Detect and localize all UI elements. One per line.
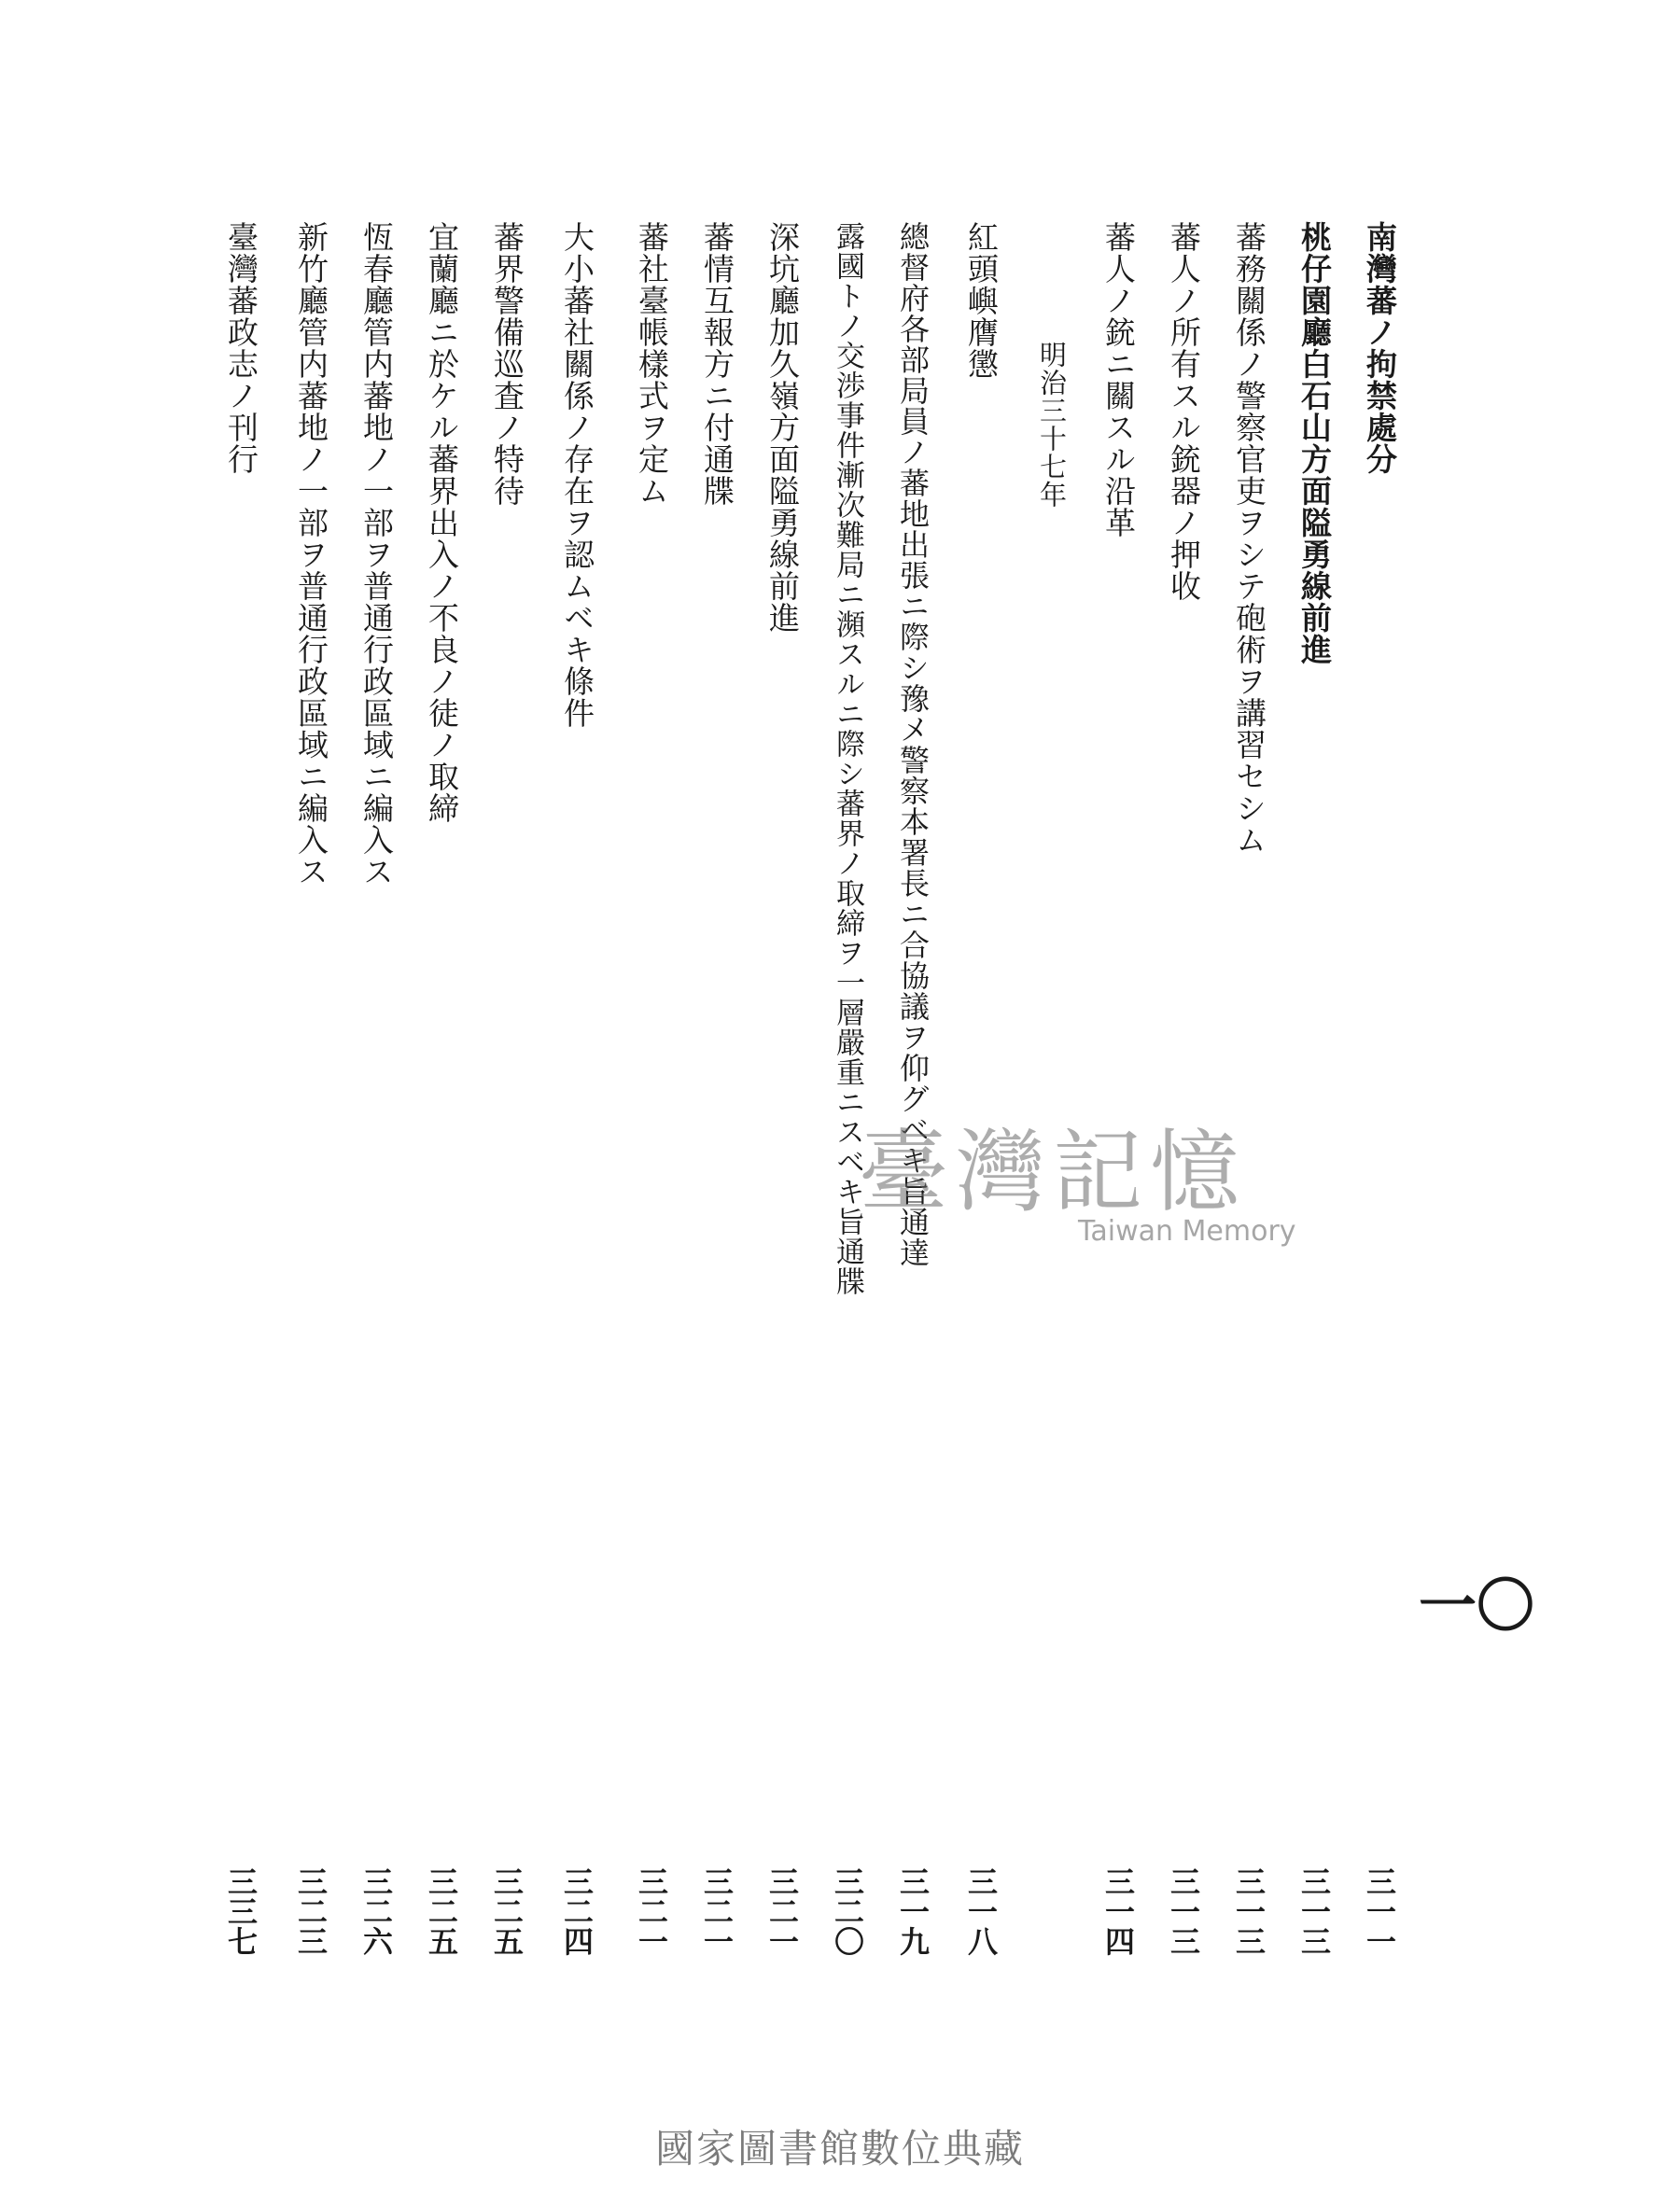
library-footer: 國家圖書館數位典藏	[654, 2126, 1025, 2172]
toc-entry-title: 大小蕃社關係ノ存在ヲ認ムベキ條件	[559, 221, 595, 729]
toc-page-number: 三二一	[764, 1866, 800, 1956]
year-heading: 明治三十七年	[1036, 341, 1068, 509]
toc-entry-title: 蕃務關係ノ警察官吏ヲシテ砲術ヲ講習セシム	[1231, 221, 1267, 856]
toc-entry-title: 蕃界警備巡査ノ特待	[489, 221, 525, 507]
toc-entry-title: 深坑廳加久嶺方面隘勇線前進	[764, 221, 801, 634]
toc-page-number: 三三七	[223, 1866, 259, 1956]
toc-page-number: 三一三	[1231, 1866, 1267, 1956]
toc-entry-title: 露國トノ交渉事件漸次難局ニ瀕スルニ際シ蕃界ノ取締ヲ一層嚴重ニスベキ旨通牒	[831, 221, 864, 1296]
toc-page-number: 三二五	[424, 1866, 459, 1956]
toc-entry-title: 南灣蕃ノ拘禁處分	[1362, 221, 1398, 475]
toc-entry-title: 紅頭嶼膺懲	[963, 221, 1000, 380]
toc-page-number: 三一一	[1362, 1866, 1397, 1956]
toc-entry-title: 蕃人ノ銃ニ關スル沿革	[1100, 221, 1137, 538]
toc-entry-title: 蕃社臺帳樣式ヲ定ム	[634, 221, 670, 507]
toc-page-number: 三一三	[1296, 1866, 1332, 1956]
toc-page-number: 三一八	[963, 1866, 999, 1956]
toc-page-number: 三二一	[699, 1866, 735, 1956]
toc-entry-title: 蕃情互報方ニ付通牒	[699, 221, 735, 507]
toc-entry-title: 桃仔園廳白石山方面隘勇線前進	[1296, 221, 1333, 665]
toc-page-number: 三二一	[634, 1866, 669, 1956]
folio-number: 一〇	[1419, 1571, 1535, 1640]
toc-page-number: 三一九	[895, 1866, 931, 1956]
watermark-cjk-text: 臺灣記憶	[859, 1120, 1247, 1224]
toc-page-number: 三二五	[489, 1866, 525, 1956]
toc-entry-title: 蕃人ノ所有スル銃器ノ押收	[1166, 221, 1202, 602]
watermark-en-text: Taiwan Memory	[1078, 1215, 1296, 1248]
toc-entry-title: 新竹廳管内蕃地ノ一部ヲ普通行政區域ニ編入ス	[293, 221, 329, 887]
toc-entry-title: 總督府各部局員ノ蕃地出張ニ際シ豫メ警察本署長ニ合協議ヲ仰グベキ旨通達	[895, 221, 931, 1268]
toc-entry-title: 恆春廳管内蕃地ノ一部ヲ普通行政區域ニ編入ス	[358, 221, 395, 887]
taiwan-memory-watermark	[859, 1101, 1325, 1260]
toc-entry-title: 臺灣蕃政志ノ刊行	[223, 221, 259, 475]
toc-page-number: 三二〇	[830, 1866, 865, 1956]
toc-page-number: 三二六	[358, 1866, 394, 1956]
toc-entry-title: 宜蘭廳ニ於ケル蕃界出入ノ不良ノ徒ノ取締	[424, 221, 460, 824]
toc-page-number: 三二四	[559, 1866, 595, 1956]
toc-page-number: 三一四	[1100, 1866, 1136, 1956]
toc-page-number: 三二三	[293, 1866, 329, 1956]
toc-page-number: 三一三	[1166, 1866, 1201, 1956]
